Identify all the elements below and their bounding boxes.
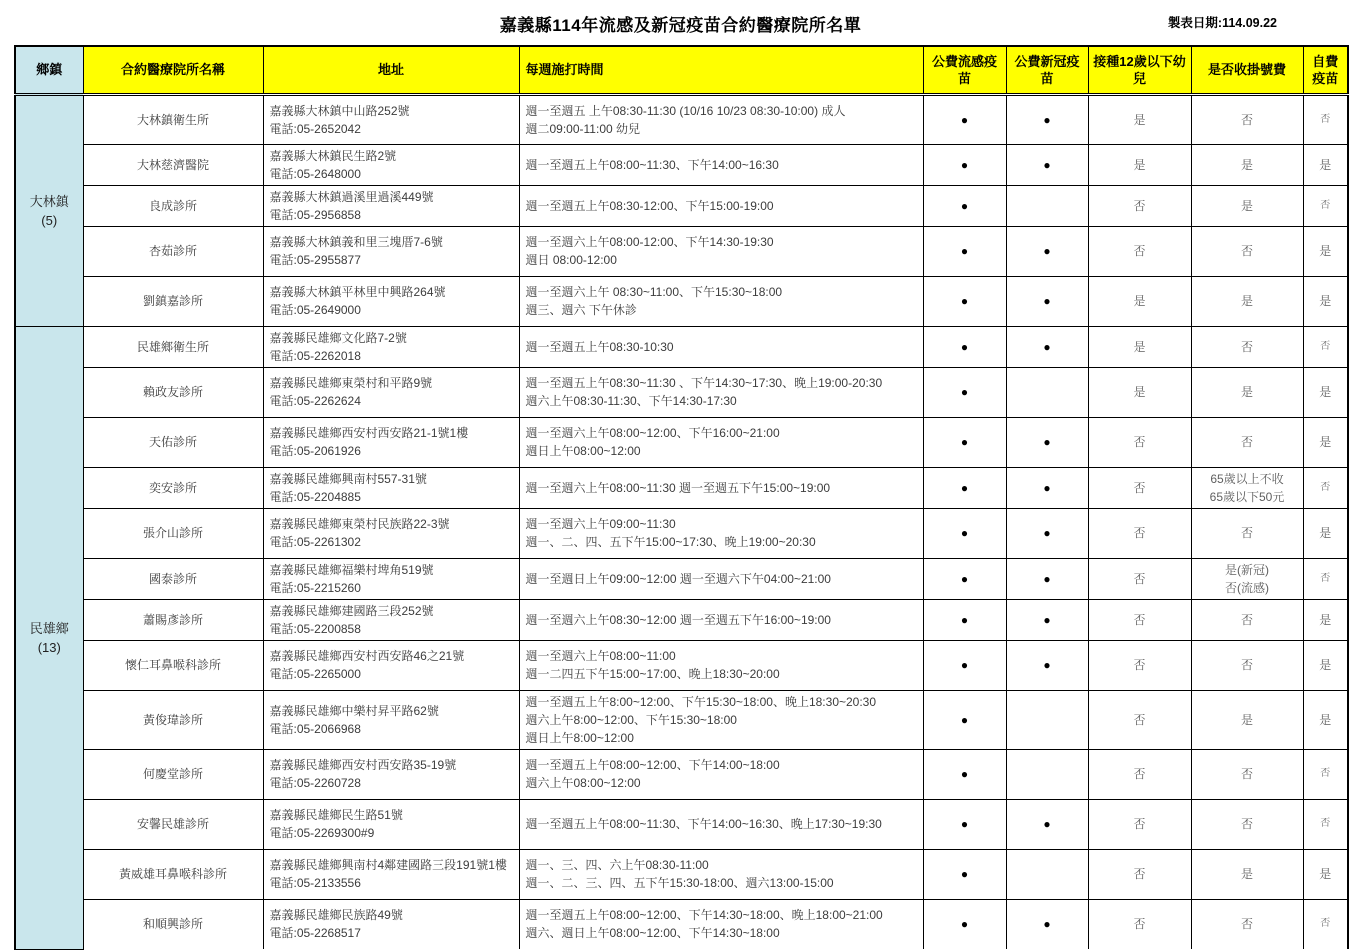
- fee-cell: 是: [1191, 690, 1303, 749]
- table-row: [15, 690, 1348, 749]
- vaccine-dot: ●: [1043, 244, 1051, 258]
- selfpaid-cell: 否: [1303, 185, 1348, 226]
- fee-cell: 65歲以上不收 65歲以下50元: [1191, 467, 1303, 508]
- schedule-cell: 週一至週六上午08:00~11:30 週一至週五下午15:00~19:00: [519, 467, 923, 508]
- covid-dot-cell: [1006, 690, 1088, 749]
- vaccine-dot: ●: [1043, 917, 1051, 932]
- report-date: 製表日期:114.09.22: [1167, 16, 1277, 30]
- vaccine-dot: ●: [1043, 157, 1051, 172]
- header-row: [15, 46, 1348, 94]
- vaccine-dot: ●: [960, 658, 969, 672]
- clinic-name-cell: 奕安診所: [83, 467, 263, 508]
- schedule-cell: 週一至週五上午08:00~11:30、下午14:00~16:30: [519, 144, 923, 185]
- header-township: 鄉鎮: [15, 46, 83, 94]
- children-cell: 否: [1088, 849, 1191, 899]
- children-cell: 否: [1088, 467, 1191, 508]
- township-cell: 大林鎮 (5): [15, 94, 83, 326]
- vaccine-dot: ●: [1043, 294, 1051, 308]
- table-row: [15, 599, 1348, 640]
- clinic-name-cell: 天佑診所: [83, 417, 263, 467]
- fee-cell: 否: [1191, 417, 1303, 467]
- fee-cell: 是: [1191, 185, 1303, 226]
- clinic-name-cell: 安馨民雄診所: [83, 799, 263, 849]
- schedule-cell: 週一至週五上午08:30~11:30 、下午14:30~17:30、晚上19:00-20:30 週六上午08:30-11:30、下午14:30-17:30: [519, 367, 923, 417]
- address-cell: 嘉義縣民雄鄉福樂村埤角519號 電話:05-2215260: [263, 558, 519, 599]
- covid-dot-cell: [1006, 367, 1088, 417]
- schedule-cell: 週一至週六上午09:00~11:30 週一、二、四、五下午15:00~17:30、晚上19:00~20:30: [519, 508, 923, 558]
- vaccine-dot: ●: [1043, 480, 1051, 495]
- flu-dot-cell: [923, 185, 1006, 226]
- clinic-name-cell: 黃俊瑋診所: [83, 690, 263, 749]
- covid-dot-cell: [1006, 799, 1088, 849]
- table-row: [15, 799, 1348, 849]
- address-cell: 嘉義縣民雄鄉建國路三段252號 電話:05-2200858: [263, 599, 519, 640]
- selfpaid-cell: 否: [1303, 799, 1348, 849]
- flu-dot-cell: [923, 508, 1006, 558]
- vaccine-dot: ●: [960, 917, 969, 932]
- header-selfpaid-vaccine: 自費疫苗: [1303, 46, 1348, 94]
- children-cell: 否: [1088, 799, 1191, 849]
- children-cell: 是: [1088, 367, 1191, 417]
- covid-dot-cell: [1006, 599, 1088, 640]
- selfpaid-cell: 是: [1303, 849, 1348, 899]
- selfpaid-cell: 是: [1303, 417, 1348, 467]
- vaccine-dot: ●: [960, 817, 969, 831]
- covid-dot-cell: [1006, 226, 1088, 276]
- selfpaid-cell: 是: [1303, 144, 1348, 185]
- children-cell: 是: [1088, 326, 1191, 367]
- vaccine-dot: ●: [960, 435, 969, 449]
- table-row: [15, 899, 1348, 949]
- fee-cell: 是: [1191, 367, 1303, 417]
- address-cell: 嘉義縣民雄鄉西安村西安路35-19號 電話:05-2260728: [263, 749, 519, 799]
- table-row: [15, 417, 1348, 467]
- clinic-name-cell: 蕭賜彥診所: [83, 599, 263, 640]
- fee-cell: 否: [1191, 326, 1303, 367]
- header-clinic-name: 合約醫療院所名稱: [83, 46, 263, 94]
- vaccine-dot: ●: [960, 571, 969, 586]
- fee-cell: 否: [1191, 94, 1303, 144]
- table-row: [15, 367, 1348, 417]
- header-public-flu: 公費流感疫苗: [923, 46, 1006, 94]
- page-title: 嘉義縣114年流感及新冠疫苗合約醫療院所名單: [499, 16, 862, 35]
- table-row: [15, 226, 1348, 276]
- address-cell: 嘉義縣民雄鄉西安村西安路21-1號1樓 電話:05-2061926: [263, 417, 519, 467]
- address-cell: 嘉義縣大林鎮平林里中興路264號 電話:05-2649000: [263, 276, 519, 326]
- covid-dot-cell: [1006, 508, 1088, 558]
- flu-dot-cell: [923, 690, 1006, 749]
- clinic-table: [14, 45, 1349, 950]
- clinic-name-cell: 何慶堂診所: [83, 749, 263, 799]
- clinic-name-cell: 劉鎮嘉診所: [83, 276, 263, 326]
- children-cell: 否: [1088, 417, 1191, 467]
- covid-dot-cell: [1006, 185, 1088, 226]
- fee-cell: 否: [1191, 799, 1303, 849]
- vaccine-dot: ●: [1043, 435, 1051, 449]
- vaccine-dot: ●: [960, 244, 969, 258]
- covid-dot-cell: [1006, 558, 1088, 599]
- vaccine-dot: ●: [960, 112, 969, 127]
- schedule-cell: 週一、三、四、六上午08:30-11:00 週一、二、三、四、五下午15:30-18:00、週六13:00-15:00: [519, 849, 923, 899]
- schedule-cell: 週一至週日上午09:00~12:00 週一至週六下午04:00~21:00: [519, 558, 923, 599]
- covid-dot-cell: [1006, 749, 1088, 799]
- table-row: [15, 640, 1348, 690]
- covid-dot-cell: [1006, 417, 1088, 467]
- clinic-name-cell: 懷仁耳鼻喉科診所: [83, 640, 263, 690]
- table-row: [15, 144, 1348, 185]
- clinic-name-cell: 大林鎮衛生所: [83, 94, 263, 144]
- covid-dot-cell: [1006, 326, 1088, 367]
- flu-dot-cell: [923, 640, 1006, 690]
- schedule-cell: 週一至週六上午08:00-12:00、下午14:30-19:30 週日 08:00-12:00: [519, 226, 923, 276]
- selfpaid-cell: 是: [1303, 508, 1348, 558]
- vaccine-dot: ●: [960, 712, 969, 727]
- fee-cell: 是: [1191, 276, 1303, 326]
- address-cell: 嘉義縣民雄鄉東榮村民族路22-3號 電話:05-2261302: [263, 508, 519, 558]
- flu-dot-cell: [923, 276, 1006, 326]
- selfpaid-cell: 是: [1303, 276, 1348, 326]
- clinic-name-cell: 黃威雄耳鼻喉科診所: [83, 849, 263, 899]
- vaccine-dot: ●: [960, 612, 969, 627]
- title-bar: [14, 0, 1347, 45]
- fee-cell: 否: [1191, 899, 1303, 949]
- vaccine-dot: ●: [960, 480, 969, 495]
- covid-dot-cell: [1006, 467, 1088, 508]
- header-registration-fee: 是否收掛號費: [1191, 46, 1303, 94]
- table-row: [15, 508, 1348, 558]
- children-cell: 否: [1088, 899, 1191, 949]
- address-cell: 嘉義縣大林鎮過溪里過溪449號 電話:05-2956858: [263, 185, 519, 226]
- covid-dot-cell: [1006, 640, 1088, 690]
- fee-cell: 是(新冠) 否(流感): [1191, 558, 1303, 599]
- children-cell: 否: [1088, 508, 1191, 558]
- covid-dot-cell: [1006, 899, 1088, 949]
- fee-cell: 否: [1191, 749, 1303, 799]
- header-children-under12: 接種12歲以下幼兒: [1088, 46, 1191, 94]
- children-cell: 否: [1088, 690, 1191, 749]
- vaccine-dot: ●: [1043, 658, 1051, 672]
- flu-dot-cell: [923, 749, 1006, 799]
- clinic-name-cell: 良成診所: [83, 185, 263, 226]
- selfpaid-cell: 否: [1303, 467, 1348, 508]
- flu-dot-cell: [923, 849, 1006, 899]
- schedule-cell: 週一至週六上午08:00~12:00、下午16:00~21:00 週日上午08:00~12:00: [519, 417, 923, 467]
- vaccine-dot: ●: [1043, 612, 1051, 627]
- fee-cell: 否: [1191, 226, 1303, 276]
- flu-dot-cell: [923, 467, 1006, 508]
- table-row: [15, 749, 1348, 799]
- flu-dot-cell: [923, 599, 1006, 640]
- clinic-name-cell: 大林慈濟醫院: [83, 144, 263, 185]
- schedule-cell: 週一至週六上午08:00~11:00 週一二四五下午15:00~17:00、晚上18:30~20:00: [519, 640, 923, 690]
- flu-dot-cell: [923, 144, 1006, 185]
- address-cell: 嘉義縣民雄鄉文化路7-2號 電話:05-2262018: [263, 326, 519, 367]
- clinic-name-cell: 賴政友診所: [83, 367, 263, 417]
- table-row: [15, 94, 1348, 144]
- clinic-name-cell: 國泰診所: [83, 558, 263, 599]
- vaccine-dot: ●: [960, 385, 969, 399]
- children-cell: 是: [1088, 94, 1191, 144]
- schedule-cell: 週一至週六上午 08:30~11:00、下午15:30~18:00 週三、週六 下午休診: [519, 276, 923, 326]
- selfpaid-cell: 否: [1303, 899, 1348, 949]
- schedule-cell: 週一至週五上午08:30-10:30: [519, 326, 923, 367]
- flu-dot-cell: [923, 899, 1006, 949]
- vaccine-dot: ●: [1043, 112, 1051, 127]
- covid-dot-cell: [1006, 849, 1088, 899]
- table-row: [15, 849, 1348, 899]
- vaccine-dot: ●: [1043, 339, 1051, 354]
- vaccine-dot: ●: [1043, 526, 1051, 540]
- address-cell: 嘉義縣民雄鄉興南村4鄰建國路三段191號1樓 電話:05-2133556: [263, 849, 519, 899]
- children-cell: 否: [1088, 599, 1191, 640]
- flu-dot-cell: [923, 226, 1006, 276]
- children-cell: 否: [1088, 185, 1191, 226]
- children-cell: 是: [1088, 144, 1191, 185]
- address-cell: 嘉義縣民雄鄉民族路49號 電話:05-2268517: [263, 899, 519, 949]
- address-cell: 嘉義縣大林鎮中山路252號 電話:05-2652042: [263, 94, 519, 144]
- address-cell: 嘉義縣大林鎮民生路2號 電話:05-2648000: [263, 144, 519, 185]
- fee-cell: 是: [1191, 144, 1303, 185]
- selfpaid-cell: 是: [1303, 599, 1348, 640]
- address-cell: 嘉義縣民雄鄉民生路51號 電話:05-2269300#9: [263, 799, 519, 849]
- children-cell: 否: [1088, 640, 1191, 690]
- clinic-name-cell: 和順興診所: [83, 899, 263, 949]
- schedule-cell: 週一至週五上午08:00~11:30、下午14:00~16:30、晚上17:30~19:30: [519, 799, 923, 849]
- table-body: [15, 94, 1348, 949]
- vaccine-dot: ●: [960, 526, 969, 540]
- schedule-cell: 週一至週五 上午08:30-11:30 (10/16 10/23 08:30-10:00) 成人 週二09:00-11:00 幼兒: [519, 94, 923, 144]
- children-cell: 否: [1088, 226, 1191, 276]
- children-cell: 否: [1088, 749, 1191, 799]
- vaccine-dot: ●: [960, 767, 969, 781]
- selfpaid-cell: 是: [1303, 367, 1348, 417]
- address-cell: 嘉義縣民雄鄉西安村西安路46之21號 電話:05-2265000: [263, 640, 519, 690]
- covid-dot-cell: [1006, 276, 1088, 326]
- vaccine-dot: ●: [960, 294, 969, 308]
- selfpaid-cell: 是: [1303, 226, 1348, 276]
- header-public-covid: 公費新冠疫苗: [1006, 46, 1088, 94]
- clinic-name-cell: 杏茹診所: [83, 226, 263, 276]
- fee-cell: 是: [1191, 849, 1303, 899]
- address-cell: 嘉義縣民雄鄉中樂村昇平路62號 電話:05-2066968: [263, 690, 519, 749]
- table-row: [15, 467, 1348, 508]
- selfpaid-cell: 是: [1303, 690, 1348, 749]
- selfpaid-cell: 否: [1303, 94, 1348, 144]
- vaccine-dot: ●: [960, 157, 969, 172]
- flu-dot-cell: [923, 417, 1006, 467]
- children-cell: 否: [1088, 558, 1191, 599]
- table-row: [15, 326, 1348, 367]
- schedule-cell: 週一至週六上午08:30~12:00 週一至週五下午16:00~19:00: [519, 599, 923, 640]
- covid-dot-cell: [1006, 144, 1088, 185]
- table-row: [15, 558, 1348, 599]
- clinic-name-cell: 民雄鄉衛生所: [83, 326, 263, 367]
- table-row: [15, 185, 1348, 226]
- vaccine-dot: ●: [1043, 817, 1051, 831]
- selfpaid-cell: 否: [1303, 749, 1348, 799]
- flu-dot-cell: [923, 367, 1006, 417]
- selfpaid-cell: 否: [1303, 326, 1348, 367]
- township-cell: 民雄鄉 (13): [15, 326, 83, 949]
- vaccine-dot: ●: [960, 198, 969, 213]
- header-address: 地址: [263, 46, 519, 94]
- address-cell: 嘉義縣民雄鄉興南村557-31號 電話:05-2204885: [263, 467, 519, 508]
- schedule-cell: 週一至週五上午08:00~12:00、下午14:30~18:00、晚上18:00~21:00 週六、週日上午08:00~12:00、下午14:30~18:00: [519, 899, 923, 949]
- vaccine-dot: ●: [960, 867, 969, 881]
- address-cell: 嘉義縣大林鎮義和里三塊厝7-6號 電話:05-2955877: [263, 226, 519, 276]
- address-cell: 嘉義縣民雄鄉東榮村和平路9號 電話:05-2262624: [263, 367, 519, 417]
- flu-dot-cell: [923, 799, 1006, 849]
- covid-dot-cell: [1006, 94, 1088, 144]
- selfpaid-cell: 否: [1303, 558, 1348, 599]
- children-cell: 是: [1088, 276, 1191, 326]
- vaccine-dot: ●: [1043, 571, 1051, 586]
- selfpaid-cell: 是: [1303, 640, 1348, 690]
- header-schedule: 每週施打時間: [519, 46, 923, 94]
- fee-cell: 否: [1191, 508, 1303, 558]
- fee-cell: 否: [1191, 599, 1303, 640]
- schedule-cell: 週一至週五上午08:00~12:00、下午14:00~18:00 週六上午08:00~12:00: [519, 749, 923, 799]
- table-row: [15, 276, 1348, 326]
- clinic-name-cell: 張介山診所: [83, 508, 263, 558]
- schedule-cell: 週一至週五上午08:30-12:00、下午15:00-19:00: [519, 185, 923, 226]
- flu-dot-cell: [923, 326, 1006, 367]
- flu-dot-cell: [923, 558, 1006, 599]
- schedule-cell: 週一至週五上午8:00~12:00、下午15:30~18:00、晚上18:30~20:30 週六上午8:00~12:00、下午15:30~18:00 週日上午8:00~12:00: [519, 690, 923, 749]
- vaccine-dot: ●: [960, 339, 969, 354]
- flu-dot-cell: [923, 94, 1006, 144]
- fee-cell: 否: [1191, 640, 1303, 690]
